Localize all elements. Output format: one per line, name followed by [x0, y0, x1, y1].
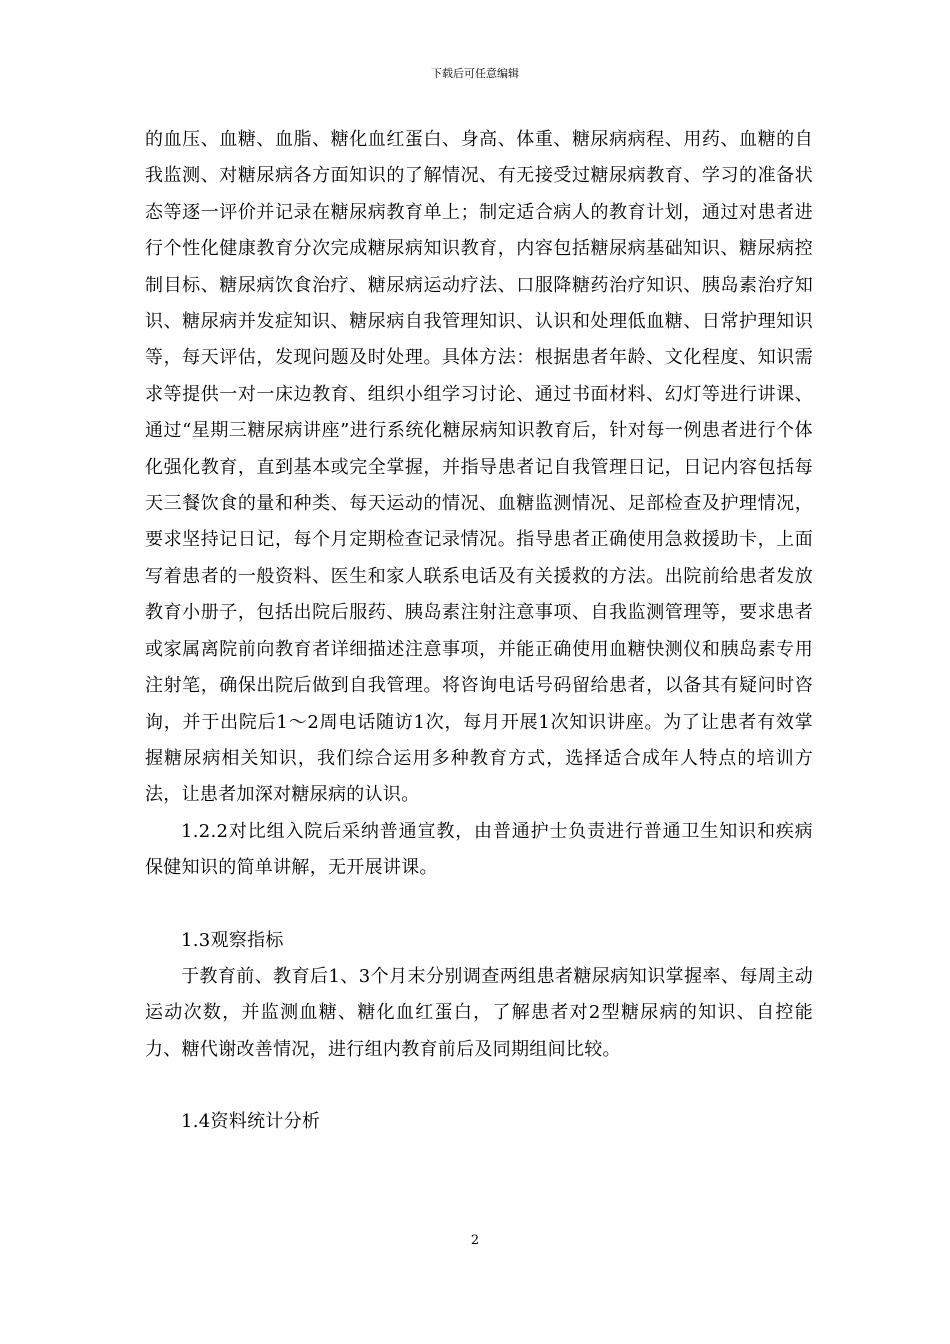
spacer [145, 887, 813, 923]
paragraph-control-group: 1.2.2对比组入院后采纳普通宣教，由普通护士负责进行普通卫生知识和疾病保健知识的简单讲解，无开展讲课。 [145, 820, 813, 879]
page-number: 2 [470, 1233, 480, 1248]
paragraph-observation: 于教育前、教育后1、3个月末分别调查两组患者糖尿病知识掌握率、每周主动运动次数，并监测血糖、糖化血红蛋白，了解患者对2型糖尿病的知识、自控能力、糖代谢改善情况，进行组内教育前后及同期组间比较。 [145, 965, 813, 1060]
section-heading-statistics: 1.4资料统计分析 [181, 1111, 321, 1133]
header-note: 下载后可任意编辑 [431, 67, 519, 80]
section-heading-observation: 1.3观察指标 [181, 929, 284, 951]
spacer [145, 1068, 813, 1104]
paragraph-education-methods: 的血压、血糖、血脂、糖化血红蛋白、身高、体重、糖尿病病程、用药、血糖的自我监测、对糖尿病各方面知识的了解情况、有无接受过糖尿病教育、学习的准备状态等逐一评价并记录在糖尿病教育单上；制定适合病人的教育计划，通过对患者进行个性化健康教育分次完成糖尿病知识教育，内容包括糖尿病基础知识、糖尿病控制目标、糖尿病饮食治疗、糖尿病运动疗法、口服降糖药治疗知识、胰岛素治疗知识、糖尿病并发症知识、糖尿病自我管理知识、认识和处理低血糖、日常护理知识等，每天评估，发现问题及时处理。具体方法：根据患者年龄、文化程度、知识需求等提供一对一床边教育、组织小组学习讨论、通过书面材料、幻灯等进行讲课、通过“星期三糖尿病讲座”进行系统化糖尿病知识教育后，针对每一例患者进行个体化强化教育，直到基本或完全掌握，并指导患者记自我管理日记，日记内容包括每天三餐饮食的量和种类、每天运动的情况、血糖监测情况、足部检查及护理情况，要求坚持记日记，每个月定期检查记录情况。指导患者正确使用急救援助卡，上面写着患者的一般资料、医生和家人联系电话及有关援救的方法。出院前给患者发放教育小册子，包括出院后服药、胰岛素注射注意事项、自我监测管理等，要求患者或家属离院前向教育者详细描述注意事项，并能正确使用血糖快测仪和胰岛素专用注射笔，确保出院后做到自我管理。将咨询电话号码留给患者，以备其有疑问时咨询，并于出院后1～2周电话随访1次，每月开展1次知识讲座。为了让患者有效掌握糖尿病相关知识，我们综合运用多种教育方式，选择适合成年人特点的培训方法，让患者加深对糖尿病的认识。 [145, 129, 813, 806]
document-body [145, 122, 813, 1141]
